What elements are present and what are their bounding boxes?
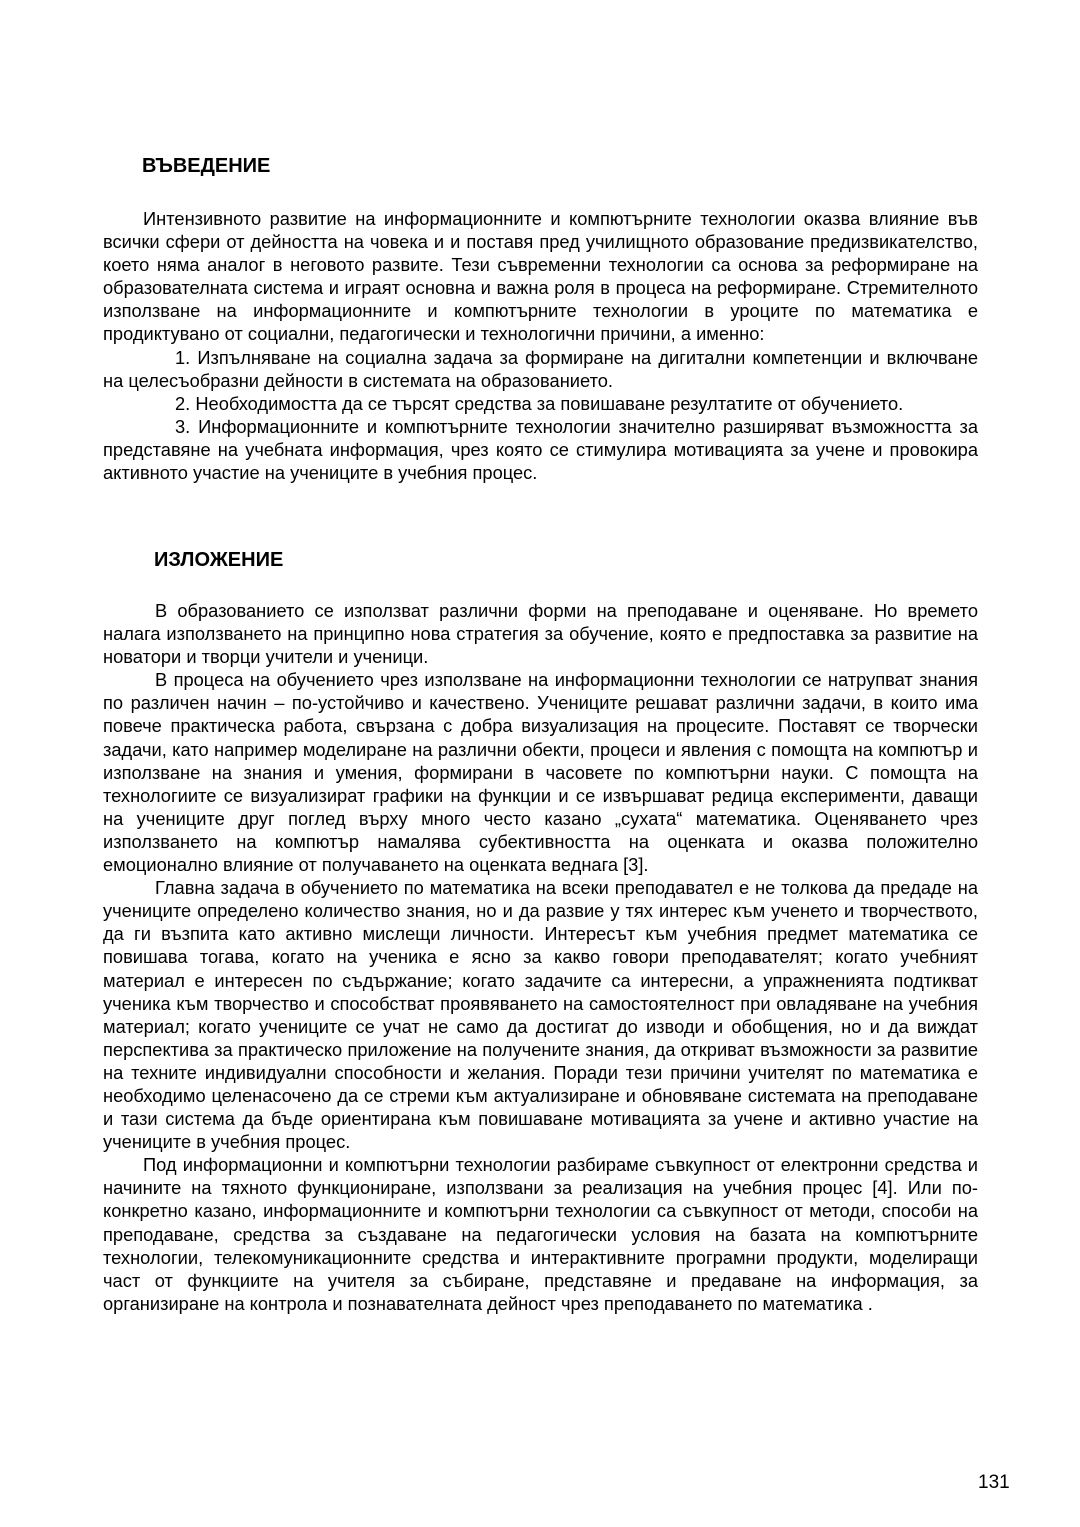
intro-list-item-1: 1. Изпълняване на социална задача за формиране на дигитални компетенции и включване на целесъобразни дейности в системата на образованието. bbox=[103, 346, 978, 391]
body-paragraph: Главна задача в обучението по математика на всеки преподавател е не толкова да предаде на учениците определено количество знания, но и да развие у тях интерес към ученето и творчеството, да ги възпита като активно мислещи личности. Интересът към учебния предмет математика се повишава тогава, когато на ученика е ясно за какво говори преподавателят; когато учебният материал е интересен по съдържание; когато задачите са интересни, а упражненията подтикват ученика към творчество и способстват проявяването на самостоятелност при овладяване на учебния материал; когато учениците се учат не само да достигат до изводи и обобщения, но и да виждат перспектива за практическо приложение на получените знания, да откриват възможности за развитие на техните индивидуални способности и желания. Поради тези причини учителят по математика е необходимо целенасочено да се стреми към актуализиране и обновяване системата на преподаване и тази система да бъде ориентирана към повишаване мотивацията за учене и активно участие на учениците в учебния процес. bbox=[103, 877, 978, 1153]
exposition-section bbox=[103, 599, 978, 1315]
intro-paragraph: Интензивното развитие на информационните и компютърните технологии оказва влияние във всички сфери от дейността на човека и и поставя пред училищното образование предизвикателство, което няма аналог в неговото развите. Тези съвременни технологии са основа за реформиране на образователната система и играят основна и важна роля в процеса на реформиране. Стремителното използване на информационните и компютърните технологии в уроците по математика е продиктувано от социални, педагогически и технологични причини, а именно: bbox=[103, 208, 978, 345]
section-heading-exposition: ИЗЛОЖЕНИЕ bbox=[154, 549, 284, 571]
intro-list-item-3: 3. Информационните и компютърните технологии значително разширяват възможността за представяне на учебната информация, чрез която се стимулира мотивацията за учене и провокира активното участие на учениците в учебния процес. bbox=[103, 415, 978, 484]
page-number: 131 bbox=[978, 1472, 1010, 1493]
body-paragraph: Под информационни и компютърни технологии разбираме съвкупност от електронни средства и начините на тяхното функциониране, използвани за реализация на учебния процес [4]. Или по-конкретно казано, информационните и компютърни технологии са съвкупност от методи, способи на преподаване, средства за създаване на педагогически условия на базата на компютърните технологии, телекомуникационните средства и интерактивните програмни продукти, моделиращи част от функциите на учителя за събиране, представяне и предаване на информация, за организиране на контрола и познавателната дейност чрез преподаването по математика . bbox=[103, 1154, 978, 1314]
introduction-section bbox=[103, 207, 978, 484]
intro-list-item-2: 2. Необходимостта да се търсят средства за повишаване резултатите от обучението. bbox=[175, 392, 904, 414]
body-paragraph: В образованието се използват различни форми на преподаване и оценяване. Но времето налага използването на принципно нова стратегия за обучение, която е предпоставка за развитие на новатори и творци учители и ученици. bbox=[103, 600, 978, 668]
body-paragraph: В процеса на обучението чрез използване на информационни технологии се натрупват знания по различен начин – по-устойчиво и качествено. Учениците решават различни задачи, в които има повече практическа работа, свързана с добра визуализация на процесите. Поставят се творчески задачи, като например моделиране на различни обекти, процеси и явления с помощта на компютър и използване на знания и умения, формирани в часовете по компютърни науки. С помощта на технологиите се визуализират графики на функции и се извършават редица експерименти, даващи на учениците друг поглед върху много често казано „сухата“ математика. Оценяването чрез използването на компютър намалява субективността на оценката и оказва положително емоционално влияние от получаването на оценката веднага [3]. bbox=[103, 669, 978, 876]
section-heading-introduction: ВЪВЕДЕНИЕ bbox=[142, 155, 271, 177]
